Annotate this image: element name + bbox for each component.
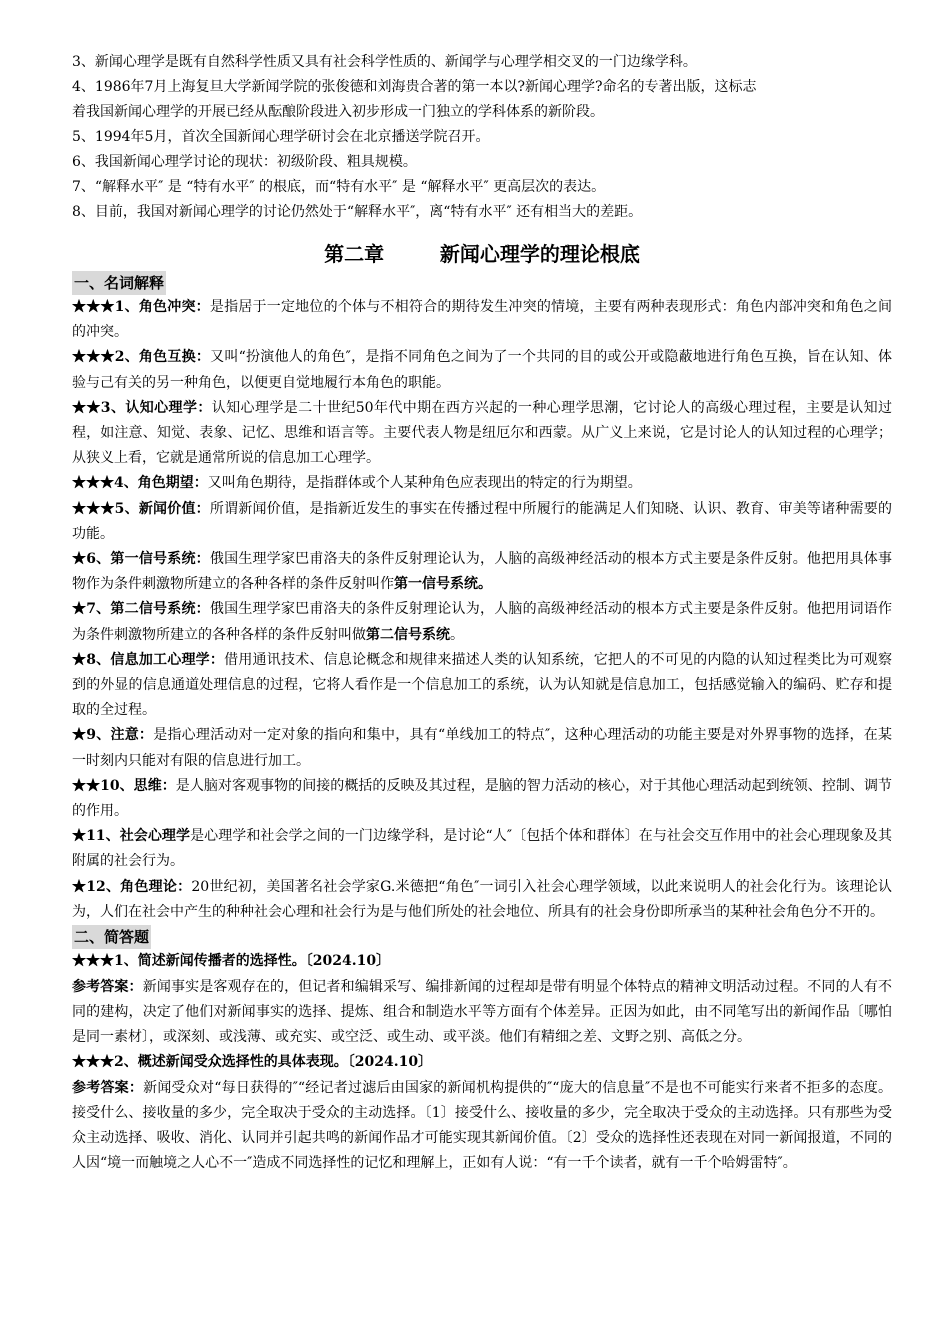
term: ★8、信息加工心理学：: [72, 651, 225, 668]
answer-text: 新闻受众对“每日获得的″“经记者过滤后由国家的新闻机构提供的″“庞大的信息量″不是也不可能实行来者不拒多的态度。接受什么、接收量的多少，完全取决于受众的主动选择。〔1〕接受什么、接收量的多少，完全取决于受众的主动选择。只有那些为受众主动选择、吸收、消化、认同并引起共鸣的新闻作品才可能实现其新闻价值。〔2〕受众的选择性还表现在对同一新闻报道，不同的人因“境一而触境之人心不一″造成不同选择性的记忆和理解上，正如有人说：“有一千个读者，就有一千个哈姆雷特″。: [72, 1079, 892, 1172]
term: ★★10、思维：: [72, 777, 176, 794]
definition-item: [72, 774, 892, 824]
document-page: [72, 50, 892, 1177]
text-line: 6、我国新闻心理学讨论的现状：初级阶段、粗具规模。: [72, 154, 417, 170]
definition-item: [72, 295, 892, 345]
section-heading-short-answer: 二、简答题: [72, 925, 151, 949]
definition-item: [72, 547, 892, 597]
definition-text: 俄国生理学家巴甫洛夫的条件反射理论认为，人脑的高级神经活动的根本方式主要是条件反射。他把用具体事物作为条件刺激物所建立的各种各样的条件反射叫作: [72, 551, 892, 593]
definition-item: [72, 723, 892, 773]
term: ★6、第一信号系统：: [72, 551, 210, 568]
answer: [72, 1076, 892, 1177]
term: ★12、角色理论：: [72, 878, 192, 895]
text-line: 5、1994年5月，首次全国新闻心理学研讨会在北京播送学院召开。: [72, 129, 490, 145]
definition-text: 是指心理活动对一定对象的指向和集中，具有“单线加工的特点″，这种心理活动的功能主要是对外界事物的选择，在某一时刻内只能对有限的信息进行加工。: [72, 727, 892, 769]
term: ★★★1、角色冲突：: [72, 299, 210, 315]
term: ★★★5、新闻价值：: [72, 500, 210, 517]
definition-text: 是心理学和社会学之间的一门边缘学科，是讨论“人″〔包括个体和群体〕在与社会交互作用中的社会心理现象及其附属的社会行为。: [72, 828, 893, 870]
question: ★★★2、概述新闻受众选择性的具体表现。〔2024.10〕: [72, 1054, 433, 1071]
term: ★★★4、角色期望：: [72, 475, 208, 492]
text-line: 着我国新闻心理学的开展已经从酝酿阶段进入初步形成一门独立的学科体系的新阶段。: [72, 104, 604, 120]
text-line: 4、1986年7月上海复旦大学新闻学院的张俊德和刘海贵合著的第一本以?新闻心理学?命名的专著出版，这标志: [72, 79, 757, 95]
term: ★9、注意：: [72, 727, 154, 744]
chapter-title: 第二章 新闻心理学的理论根底: [324, 242, 640, 266]
definition-item: [72, 471, 892, 496]
term: ★11、社会心理学: [72, 828, 191, 845]
intro-lines: [72, 50, 892, 225]
punctuation: 。: [450, 626, 464, 643]
text-line: 7、“解释水平″ 是 “特有水平″ 的根底，而“特有水平″ 是 “解释水平″ 更高层次的表达。: [72, 179, 606, 195]
definition-text: 20世纪初，美国著名社会学家G.米德把“角色″一词引入社会心理学领域，以此来说明人的社会化行为。该理论认为，人们在社会中产生的种种社会心理和社会行为是与他们所处的社会地位、所具有的社会身份即所承当的某种社会角色分不开的。: [72, 878, 893, 920]
definition-item: [72, 396, 892, 472]
bold-term-tail: 第二信号系统: [366, 626, 450, 643]
answer-label: 参考答案：: [72, 978, 143, 995]
answer-label: 参考答案：: [72, 1079, 144, 1096]
answer: [72, 975, 892, 1051]
definition-text: 认知心理学是二十世纪50年代中期在西方兴起的一种心理学思潮，它讨论人的高级心理过程，主要是认知过程，如注意、知觉、表象、记忆、思维和语言等。主要代表人物是纽厄尔和西蒙。从广义上来说，它是讨论人的认知过程的心理学；从狭义上看，它就是通常所说的信息加工心理学。: [72, 399, 892, 467]
answer-text: 新闻事实是客观存在的，但记者和编辑采写、编排新闻的过程却是带有明显个体特点的精神文明活动过程。不同的人有不同的建构，决定了他们对新闻事实的选择、提炼、组合和制造水平等方面有个体差异。正因为如此，由不同笔写出的新闻作品〔哪怕是同一素材〕，或深刻、或浅薄、或充实、或空泛、或生动、或平淡。他们有精细之差、文野之别、高低之分。: [72, 978, 892, 1045]
question-list: [72, 949, 892, 1176]
section-heading-definitions: 一、名词解释: [72, 271, 166, 295]
definition-item: [72, 875, 892, 925]
question: ★★★1、简述新闻传播者的选择性。〔2024.10〕: [72, 953, 391, 970]
term: ★★★2、角色互换：: [72, 349, 211, 366]
definition-item: [72, 345, 892, 395]
bold-term-tail: 第一信号系统。: [394, 576, 492, 593]
definition-item: [72, 824, 892, 874]
definition-list: [72, 295, 892, 925]
definition-text: 是人脑对客观事物的间接的概括的反映及其过程，是脑的智力活动的核心，对于其他心理活动起到统领、控制、调节的作用。: [72, 777, 893, 820]
definition-text: 是指居于一定地位的个体与不相符合的期待发生冲突的情境，主要有两种表现形式：角色内部冲突和角色之间的冲突。: [72, 299, 892, 341]
definition-text: 又叫角色期待，是指群体或个人某种角色应表现出的特定的行为期望。: [207, 475, 642, 492]
term: ★★3、认知心理学：: [72, 399, 212, 416]
definition-text: 所谓新闻价值，是指新近发生的事实在传播过程中所履行的能满足人们知晓、认识、教育、审美等诸种需要的功能。: [72, 500, 892, 542]
definition-item: [72, 648, 892, 724]
definition-text: 借用通讯技术、信息论概念和规律来描述人类的认知系统，它把人的不可见的内隐的认知过程类比为可观察到的外显的信息通道处理信息的过程，它将人看作是一个信息加工的系统，认为认知就是信息加工，包括感觉输入的编码、贮存和提取的全过程。: [72, 651, 892, 719]
text-line: 3、新闻心理学是既有自然科学性质又具有社会科学性质的、新闻学与心理学相交叉的一门边缘学科。: [72, 54, 697, 70]
definition-item: [72, 597, 892, 647]
term: ★7、第二信号系统：: [72, 601, 210, 618]
definition-item: [72, 497, 892, 547]
definition-text: 俄国生理学家巴甫洛夫的条件反射理论认为，人脑的高级神经活动的根本方式主要是条件反射。他把用词语作为条件刺激物所建立的各种各样的条件反射叫做: [72, 601, 892, 643]
text-line: 8、目前，我国对新闻心理学的讨论仍然处于“解释水平″，离“特有水平″ 还有相当大的差距。: [72, 204, 643, 220]
definition-text: 又叫“扮演他人的角色″，是指不同角色之间为了一个共同的目的或公开或隐蔽地进行角色互换，旨在认知、体验与己有关的另一种角色，以便更自觉地履行本角色的职能。: [72, 349, 892, 391]
